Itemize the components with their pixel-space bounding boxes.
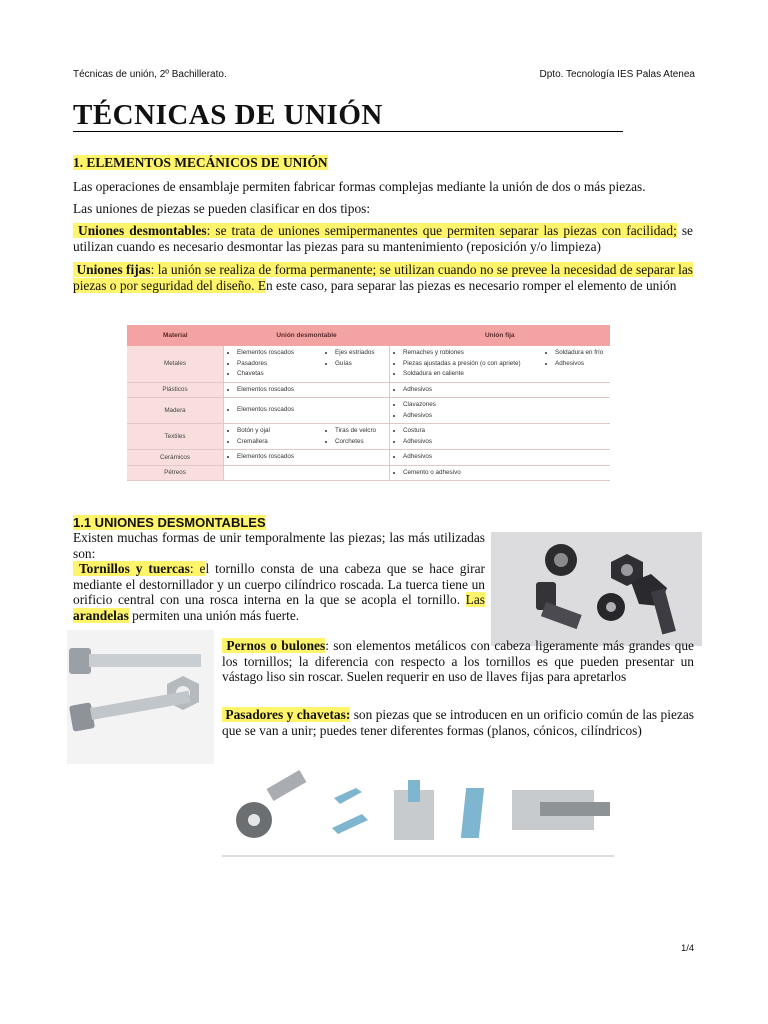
paragraph-clasificar: Las uniones de piezas se pueden clasificar en dos tipos: <box>73 201 371 216</box>
section-heading-1-text: 1. ELEMENTOS MECÁNICOS DE UNIÓN <box>73 155 328 170</box>
running-header-right: Dpto. Tecnología IES Palas Atenea <box>539 69 695 80</box>
section-heading-1 <box>73 155 328 171</box>
table-cell-material: Madera <box>127 398 224 424</box>
paragraph-intro-desmontables: Existen muchas formas de unir temporalmente las piezas; las más utilizadas son: <box>73 530 485 561</box>
tornillos-text: l tornillo consta de una cabeza que se hace girar mediante el destornillador y un cuerpo cilíndrico roscada. La tuerca tiene un orificio central con una rosca interna en la que se acopla el tornillo. <box>73 561 485 607</box>
table-cell-material: Cerámicos <box>127 450 224 466</box>
table-cell-material: Pétreos <box>127 465 224 481</box>
table-list-item: • Soldadura en frío <box>555 348 603 359</box>
table-cell-fija <box>390 382 611 398</box>
term-pernos-bulones: Pernos o bulones <box>226 638 326 653</box>
table-list-item: • Adhesivos <box>403 385 539 396</box>
term-uniones-desmontables: Uniones desmontables <box>78 223 207 238</box>
table-cell-desmontable <box>224 450 390 466</box>
pasadores-text: son piezas que se introducen en un orificio común de las piezas que se van a unir; puedes tener diferentes formas (planos, cónicos, cilíndricos) <box>222 707 694 738</box>
term-tornillos-tuercas: Tornillos y tuercas <box>78 561 190 576</box>
table-list-item: • Adhesivos <box>403 437 539 448</box>
desmontables-rest-text: se utilizan cuando es necesario desmontar las piezas para su mantenimiento (reposición y/o limpieza) <box>73 223 693 254</box>
table-list-item: • Costura <box>403 426 539 437</box>
table-list-item: • Elementos roscados <box>237 405 317 416</box>
table-row <box>127 450 610 466</box>
table-row <box>127 398 610 424</box>
table-list-item: • Chavetas <box>237 369 317 380</box>
las-highlight: Las <box>465 592 485 607</box>
section-heading-1-1 <box>73 515 266 530</box>
paragraph-pernos <box>222 638 694 685</box>
table-header-desmontable: Unión desmontable <box>224 325 390 346</box>
pasadores-illustration <box>222 770 614 858</box>
table-cell-desmontable <box>224 465 390 481</box>
table-cell-fija <box>390 398 611 424</box>
table-list-item: • Guías <box>335 359 375 370</box>
table-row <box>127 346 610 382</box>
table-list-item: • Elementos roscados <box>237 348 317 359</box>
table-list-item: • Remaches y roblones <box>403 348 539 359</box>
desmontables-highlight-text: : se trata de uniones semipermanentes que permiten separar las piezas con facilidad; <box>206 223 677 238</box>
paragraph-desmontables <box>73 223 693 254</box>
table-cell-material: Plásticos <box>127 382 224 398</box>
table-list-item: • Corchetes <box>335 437 376 448</box>
table-list-item: • Soldadura en caliente <box>403 369 539 380</box>
fijas-rest-text: n este caso, para separar las piezas es necesario romper el elemento de unión <box>266 277 677 293</box>
screws-nuts-photo <box>491 532 702 646</box>
table-cell-desmontable <box>224 382 390 398</box>
table-cell-material: Textiles <box>127 424 224 450</box>
term-arandelas: arandelas <box>73 607 129 623</box>
page-number: 1/4 <box>681 943 695 954</box>
table-list-item: • Elementos roscados <box>237 385 317 396</box>
term-pasadores-chavetas: Pasadores y chavetas: <box>225 707 351 722</box>
table-list-item: • Tiras de velcro <box>335 426 376 437</box>
paragraph-pasadores <box>222 707 694 738</box>
table-row <box>127 465 610 481</box>
arandelas-text: permiten una unión más fuerte. <box>128 607 300 623</box>
table-list-item: • Cemento o adhesivo <box>403 468 539 479</box>
paragraph-fijas <box>73 262 693 293</box>
table-cell-desmontable <box>224 346 390 382</box>
section-heading-1-1-text: 1.1 UNIONES DESMONTABLES <box>73 515 266 530</box>
table-list-item: • Ejes estriados <box>335 348 375 359</box>
table-list-item: • Adhesivos <box>403 411 539 422</box>
table-list-item: • Elementos roscados <box>237 452 317 463</box>
table-list-item: • Adhesivos <box>403 452 539 463</box>
table-list-item: • Botón y ojal <box>237 426 317 437</box>
table-list-item: • Piezas ajustadas a presión (o con apriete) <box>403 359 539 370</box>
table-cell-desmontable <box>224 424 390 450</box>
table-list-item: • Clavazones <box>403 400 539 411</box>
title-underline <box>73 131 623 132</box>
table-list-item: • Cremallera <box>237 437 317 448</box>
table-cell-desmontable <box>224 398 390 424</box>
running-header-left: Técnicas de unión, 2º Bachillerato. <box>73 69 227 80</box>
table-cell-fija <box>390 450 611 466</box>
table-cell-fija <box>390 346 611 382</box>
table-cell-material: Metales <box>127 346 224 382</box>
table-row <box>127 382 610 398</box>
table-cell-fija <box>390 465 611 481</box>
paragraph-ensamblaje: Las operaciones de ensamblaje permiten fabricar formas complejas mediante la unión de dos o más piezas. <box>73 179 646 194</box>
page-title: TÉCNICAS DE UNIÓN <box>73 99 383 131</box>
paragraph-tornillos <box>73 561 485 623</box>
table-row <box>127 424 610 450</box>
pernos-text: : son elementos metálicos con cabeza ligeramente más grandes que los tornillos; la diferencia con respecto a los tornillos es que pueden presentar un vástago liso sin roscar. Suelen requerir en uso de llaves fijas para apretarlos <box>222 638 695 684</box>
table-list-item: • Pasadores <box>237 359 317 370</box>
term-uniones-fijas: Uniones fijas <box>76 262 151 277</box>
table-cell-fija <box>390 424 611 450</box>
bolts-photo <box>67 630 214 764</box>
table-list-item: • Adhesivos <box>555 359 603 370</box>
fijas-highlight-text: : la unión se realiza de forma permanente; se utilizan cuando no se prevee la necesidad de separar las piezas o por seguridad del diseño. E <box>73 262 693 293</box>
table-header-fija: Unión fija <box>390 325 611 346</box>
table-header-material: Material <box>127 325 224 346</box>
tornillos-highlight-tail: : e <box>189 561 206 576</box>
materials-table <box>127 325 610 481</box>
